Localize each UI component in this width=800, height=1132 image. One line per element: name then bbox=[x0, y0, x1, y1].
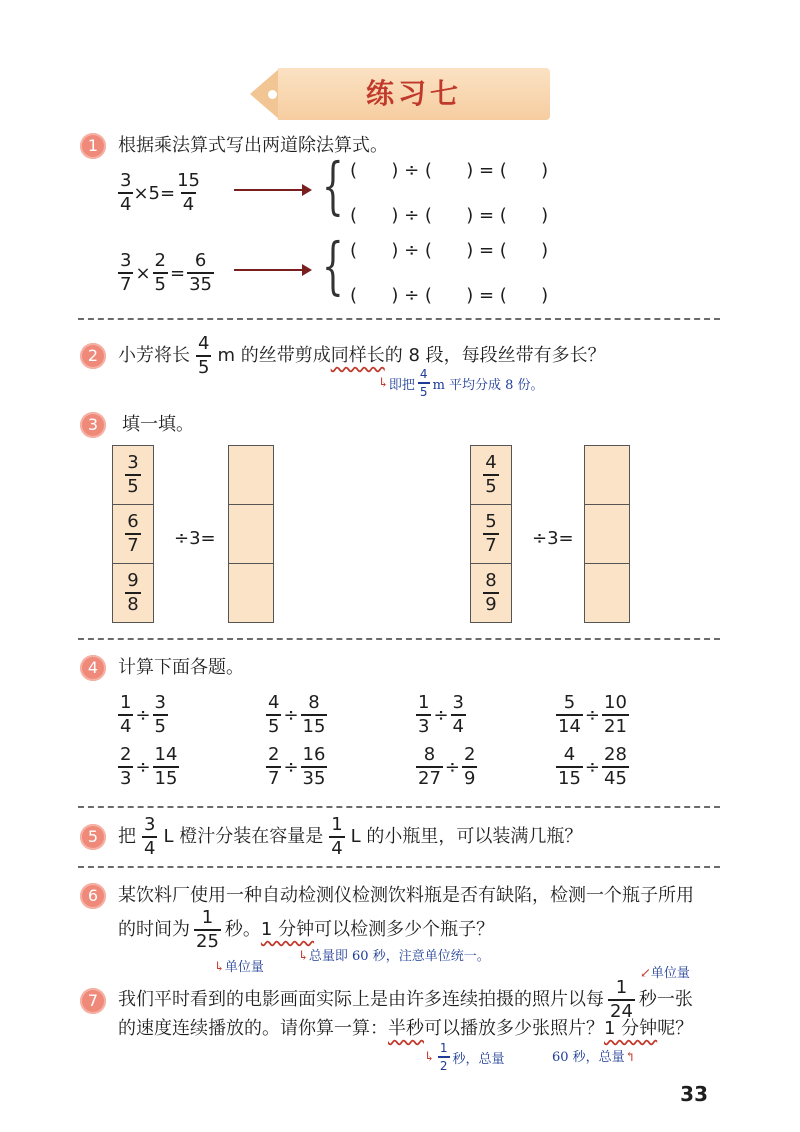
brace-1: { bbox=[322, 149, 344, 222]
fraction: 1 24 bbox=[610, 977, 633, 1022]
divide-sign: ÷ bbox=[283, 704, 299, 726]
fraction: $\frac{6}{35}$ bbox=[189, 250, 212, 295]
blank-division-2a: ( ) ÷ ( ) = ( ) bbox=[350, 240, 549, 261]
text: 秒一张 bbox=[638, 989, 693, 1010]
answer-cell[interactable] bbox=[584, 445, 630, 505]
division-item: $\frac{1}{3}$ ÷ $\frac{3}{4}$ bbox=[418, 692, 464, 737]
problem-6-badge: 6 bbox=[80, 883, 106, 909]
divide-sign: ÷ bbox=[283, 756, 299, 778]
fraction: 4 5 bbox=[198, 333, 210, 378]
answer-cell[interactable] bbox=[228, 445, 274, 505]
title-banner bbox=[250, 68, 550, 120]
divider bbox=[78, 806, 720, 808]
fraction: $\frac{3}{7}$ bbox=[120, 250, 132, 295]
text: m 平均分成 8 份。 bbox=[432, 377, 544, 393]
problem-2-badge: 2 bbox=[80, 343, 106, 369]
divider bbox=[78, 318, 720, 320]
underlined-phrase: 1 分钟 bbox=[604, 1018, 658, 1039]
divide-sign: ÷ bbox=[135, 756, 151, 778]
fraction-cell: 5 7 bbox=[470, 504, 512, 564]
divide-by-3: ÷3= bbox=[174, 528, 216, 549]
fraction-cell: 9 8 bbox=[112, 563, 154, 623]
page-number: 33 bbox=[680, 1082, 708, 1106]
hint-arrow-icon: ↙ bbox=[640, 966, 651, 981]
text: 即把 bbox=[388, 377, 415, 393]
answer-column-right[interactable] bbox=[584, 446, 630, 623]
text: 的速度连续播放的。请你算一算： bbox=[118, 1018, 388, 1039]
fraction: 3 4 bbox=[144, 814, 156, 859]
divide-by-3: ÷3= bbox=[532, 528, 574, 549]
underlined-phrase: 同样长 bbox=[330, 345, 385, 366]
answer-cell[interactable] bbox=[228, 563, 274, 623]
fraction: 1 4 bbox=[331, 814, 343, 859]
divide-sign: ÷ bbox=[584, 704, 600, 726]
fraction: $\frac{3}{4}$ bbox=[120, 170, 132, 215]
p7-minute-note bbox=[552, 1046, 636, 1065]
problem-6-line-1: 某饮料厂使用一种自动检测仪检测饮料瓶是否有缺陷，检测一个瓶子所用 bbox=[118, 885, 694, 906]
text: 单位量 bbox=[650, 966, 690, 981]
problem-5-text bbox=[118, 816, 582, 858]
banner-dot bbox=[268, 90, 277, 99]
hint-arrow-icon: ↳ bbox=[298, 949, 309, 964]
blank-division-2b: ( ) ÷ ( ) = ( ) bbox=[350, 285, 549, 306]
fraction-cell: 8 9 bbox=[470, 563, 512, 623]
divide-sign: ÷ bbox=[135, 704, 151, 726]
fraction: 4 5 bbox=[419, 367, 428, 399]
answer-column-left[interactable] bbox=[228, 446, 274, 623]
p6-unit-note bbox=[214, 956, 264, 975]
text: 的时间为 bbox=[118, 919, 190, 940]
answer-cell[interactable] bbox=[584, 504, 630, 564]
operator: ×5= bbox=[133, 182, 176, 204]
text: 秒，总量 bbox=[452, 1051, 505, 1067]
operator: × bbox=[135, 262, 151, 284]
p1-equation-2 bbox=[118, 252, 214, 294]
fraction-cell: 3 5 bbox=[112, 445, 154, 505]
fraction: $\frac{15}{4}$ bbox=[177, 170, 200, 215]
divider bbox=[78, 638, 720, 640]
underlined-phrase: 1 分钟 bbox=[260, 919, 315, 940]
fraction: 1 2 bbox=[439, 1041, 448, 1073]
division-item: $\frac{8}{27}$ ÷ $\frac{2}{9}$ bbox=[418, 744, 476, 789]
p2-hint bbox=[378, 368, 544, 398]
text: 可以检测多少个瓶子？ bbox=[314, 919, 495, 940]
division-item: $\frac{4}{15}$ ÷ $\frac{28}{45}$ bbox=[558, 744, 627, 789]
text: 把 bbox=[118, 826, 136, 847]
text: 的 8 段，每段丝带有多长？ bbox=[384, 345, 606, 366]
problem-7-line-2 bbox=[118, 1016, 693, 1042]
divide-sign: ÷ bbox=[433, 704, 449, 726]
divide-sign: ÷ bbox=[444, 756, 460, 778]
hint-arrow-icon: ↳ bbox=[214, 960, 225, 975]
p1-equation-1 bbox=[118, 172, 202, 214]
division-item: $\frac{2}{3}$ ÷ $\frac{14}{15}$ bbox=[120, 744, 178, 789]
equals: = bbox=[170, 262, 186, 284]
problem-1-badge: 1 bbox=[80, 133, 106, 159]
text: 60 秒，总量 bbox=[552, 1050, 625, 1065]
problem-4-badge: 4 bbox=[80, 655, 106, 681]
hint-arrow-icon: ↳ bbox=[378, 375, 389, 391]
fraction-cell: 6 7 bbox=[112, 504, 154, 564]
arrow-2 bbox=[234, 269, 310, 271]
blank-division-1a: ( ) ÷ ( ) = ( ) bbox=[350, 160, 549, 181]
text: 秒。 bbox=[224, 919, 261, 940]
fraction: $\frac{1}{25}$ bbox=[196, 907, 219, 952]
problem-7-badge: 7 bbox=[80, 988, 106, 1014]
division-item: $\frac{4}{5}$ ÷ $\frac{8}{15}$ bbox=[268, 692, 326, 737]
text: 呢？ bbox=[657, 1018, 694, 1039]
underlined-phrase: 半秒 bbox=[388, 1018, 424, 1039]
division-item: $\frac{1}{4}$ ÷ $\frac{3}{5}$ bbox=[120, 692, 166, 737]
text: m 的丝带剪成 bbox=[217, 345, 331, 366]
p6-total-note bbox=[298, 945, 490, 964]
answer-cell[interactable] bbox=[584, 563, 630, 623]
fraction: $\frac{2}{5}$ bbox=[154, 250, 166, 295]
text: 我们平时看到的电影画面实际上是由许多连续拍摄的照片以每 bbox=[118, 989, 604, 1010]
problem-6-line-2 bbox=[118, 907, 495, 952]
answer-cell[interactable] bbox=[228, 504, 274, 564]
division-item: $\frac{5}{14}$ ÷ $\frac{10}{21}$ bbox=[558, 692, 627, 737]
problem-3-text: 填一填。 bbox=[122, 414, 194, 435]
text: L 橙汁分装在容量是 bbox=[163, 826, 324, 847]
division-item: $\frac{2}{7}$ ÷ $\frac{16}{35}$ bbox=[268, 744, 326, 789]
page-title: 练习七 bbox=[365, 77, 462, 110]
divider bbox=[78, 866, 720, 868]
brace-2: { bbox=[322, 229, 344, 302]
divide-sign: ÷ bbox=[584, 756, 600, 778]
text: 小芳将长 bbox=[118, 345, 190, 366]
text: 可以播放多少张照片？ bbox=[424, 1018, 604, 1039]
text: 总量即 60 秒，注意单位统一。 bbox=[308, 949, 490, 964]
hint-arrow-icon: ↳ bbox=[424, 1049, 435, 1065]
problem-4-text: 计算下面各题。 bbox=[118, 657, 244, 678]
fraction-cell: 4 5 bbox=[470, 445, 512, 505]
text: 单位量 bbox=[224, 960, 264, 975]
right-fraction-column bbox=[470, 446, 512, 623]
text: L 的小瓶里，可以装满几瓶？ bbox=[350, 826, 583, 847]
blank-division-1b: ( ) ÷ ( ) = ( ) bbox=[350, 205, 549, 226]
problem-3-badge: 3 bbox=[80, 412, 106, 438]
problem-1-text: 根据乘法算式写出两道除法算式。 bbox=[118, 135, 388, 156]
left-fraction-column bbox=[112, 446, 154, 623]
problem-5-badge: 5 bbox=[80, 824, 106, 850]
arrow-1 bbox=[234, 189, 310, 191]
p7-half-second-note bbox=[424, 1042, 505, 1072]
hint-arrow-icon: ↰ bbox=[624, 1050, 636, 1065]
